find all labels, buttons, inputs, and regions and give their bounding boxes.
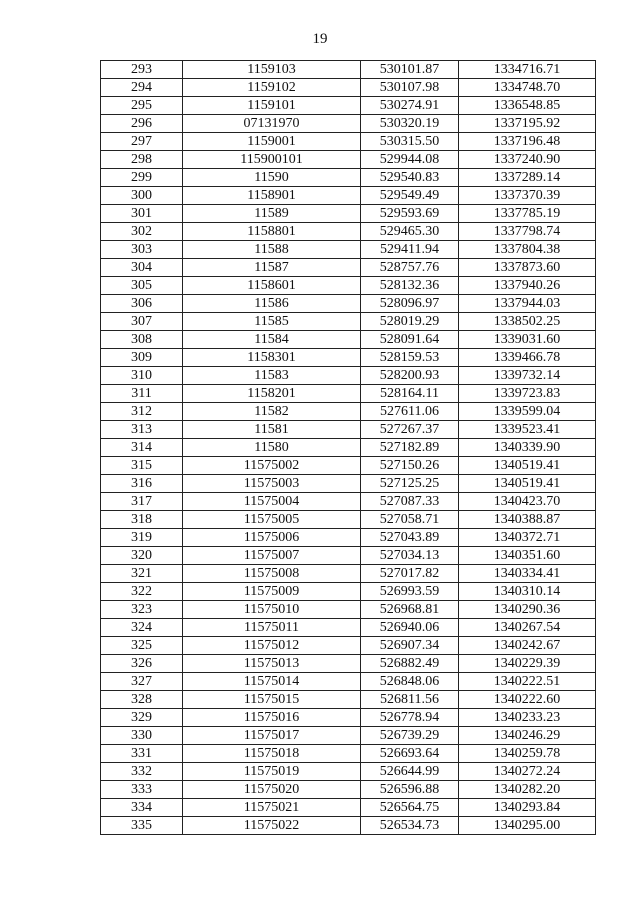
table-row [101, 169, 596, 187]
table-row [101, 691, 596, 709]
y-coordinate-cell: 1340295.00 [459, 817, 596, 835]
point-number-cell: 311 [101, 385, 183, 403]
point-id-cell: 11575012 [183, 637, 361, 655]
y-coordinate-cell: 1337798.74 [459, 223, 596, 241]
y-coordinate-cell: 1337940.26 [459, 277, 596, 295]
x-coordinate-cell: 526693.64 [361, 745, 459, 763]
point-number-cell: 299 [101, 169, 183, 187]
point-id-cell: 11581 [183, 421, 361, 439]
x-coordinate-cell: 527087.33 [361, 493, 459, 511]
y-coordinate-cell: 1340388.87 [459, 511, 596, 529]
point-number-cell: 296 [101, 115, 183, 133]
point-number-cell: 316 [101, 475, 183, 493]
y-coordinate-cell: 1340519.41 [459, 475, 596, 493]
y-coordinate-cell: 1339723.83 [459, 385, 596, 403]
table-row [101, 493, 596, 511]
table-row [101, 115, 596, 133]
point-number-cell: 326 [101, 655, 183, 673]
x-coordinate-cell: 526968.81 [361, 601, 459, 619]
point-number-cell: 293 [101, 61, 183, 79]
table-row [101, 475, 596, 493]
y-coordinate-cell: 1340272.24 [459, 763, 596, 781]
table-row [101, 313, 596, 331]
point-id-cell: 11583 [183, 367, 361, 385]
table-row [101, 403, 596, 421]
point-number-cell: 335 [101, 817, 183, 835]
point-id-cell: 11575016 [183, 709, 361, 727]
x-coordinate-cell: 527267.37 [361, 421, 459, 439]
y-coordinate-cell: 1339599.04 [459, 403, 596, 421]
point-id-cell: 11575007 [183, 547, 361, 565]
x-coordinate-cell: 527058.71 [361, 511, 459, 529]
y-coordinate-cell: 1340290.36 [459, 601, 596, 619]
x-coordinate-cell: 527182.89 [361, 439, 459, 457]
x-coordinate-cell: 527017.82 [361, 565, 459, 583]
point-id-cell: 11575004 [183, 493, 361, 511]
y-coordinate-cell: 1340293.84 [459, 799, 596, 817]
table-row [101, 187, 596, 205]
point-id-cell: 07131970 [183, 115, 361, 133]
y-coordinate-cell: 1340519.41 [459, 457, 596, 475]
x-coordinate-cell: 530320.19 [361, 115, 459, 133]
point-id-cell: 11575003 [183, 475, 361, 493]
x-coordinate-cell: 526534.73 [361, 817, 459, 835]
point-number-cell: 301 [101, 205, 183, 223]
y-coordinate-cell: 1339523.41 [459, 421, 596, 439]
x-coordinate-cell: 530107.98 [361, 79, 459, 97]
y-coordinate-cell: 1340246.29 [459, 727, 596, 745]
point-id-cell: 1158201 [183, 385, 361, 403]
table-row [101, 529, 596, 547]
table-row [101, 745, 596, 763]
point-id-cell: 11575015 [183, 691, 361, 709]
point-number-cell: 300 [101, 187, 183, 205]
table-row [101, 151, 596, 169]
x-coordinate-cell: 526739.29 [361, 727, 459, 745]
x-coordinate-cell: 529593.69 [361, 205, 459, 223]
table-row [101, 817, 596, 835]
y-coordinate-cell: 1337240.90 [459, 151, 596, 169]
table-row [101, 511, 596, 529]
point-id-cell: 11575021 [183, 799, 361, 817]
point-number-cell: 314 [101, 439, 183, 457]
x-coordinate-cell: 528200.93 [361, 367, 459, 385]
point-id-cell: 11575020 [183, 781, 361, 799]
y-coordinate-cell: 1339732.14 [459, 367, 596, 385]
x-coordinate-cell: 527043.89 [361, 529, 459, 547]
table-row [101, 583, 596, 601]
point-id-cell: 11588 [183, 241, 361, 259]
x-coordinate-cell: 527611.06 [361, 403, 459, 421]
point-number-cell: 330 [101, 727, 183, 745]
x-coordinate-cell: 528019.29 [361, 313, 459, 331]
table-row [101, 241, 596, 259]
point-id-cell: 11575006 [183, 529, 361, 547]
point-number-cell: 297 [101, 133, 183, 151]
y-coordinate-cell: 1337944.03 [459, 295, 596, 313]
y-coordinate-cell: 1337196.48 [459, 133, 596, 151]
point-id-cell: 1158301 [183, 349, 361, 367]
point-id-cell: 1159101 [183, 97, 361, 115]
table-row [101, 259, 596, 277]
point-id-cell: 11575014 [183, 673, 361, 691]
x-coordinate-cell: 526564.75 [361, 799, 459, 817]
point-number-cell: 319 [101, 529, 183, 547]
point-id-cell: 11586 [183, 295, 361, 313]
x-coordinate-cell: 526644.99 [361, 763, 459, 781]
y-coordinate-cell: 1337370.39 [459, 187, 596, 205]
y-coordinate-cell: 1337873.60 [459, 259, 596, 277]
y-coordinate-cell: 1340351.60 [459, 547, 596, 565]
x-coordinate-cell: 527034.13 [361, 547, 459, 565]
x-coordinate-cell: 526993.59 [361, 583, 459, 601]
point-id-cell: 11582 [183, 403, 361, 421]
x-coordinate-cell: 529944.08 [361, 151, 459, 169]
coordinates-table [100, 60, 596, 835]
table-row [101, 727, 596, 745]
point-number-cell: 318 [101, 511, 183, 529]
table-row [101, 547, 596, 565]
y-coordinate-cell: 1336548.85 [459, 97, 596, 115]
point-number-cell: 298 [101, 151, 183, 169]
y-coordinate-cell: 1339466.78 [459, 349, 596, 367]
table-row [101, 565, 596, 583]
x-coordinate-cell: 528159.53 [361, 349, 459, 367]
point-id-cell: 1158901 [183, 187, 361, 205]
y-coordinate-cell: 1337195.92 [459, 115, 596, 133]
x-coordinate-cell: 526811.56 [361, 691, 459, 709]
table-row [101, 295, 596, 313]
x-coordinate-cell: 527150.26 [361, 457, 459, 475]
point-number-cell: 331 [101, 745, 183, 763]
point-number-cell: 333 [101, 781, 183, 799]
y-coordinate-cell: 1340372.71 [459, 529, 596, 547]
point-id-cell: 11575013 [183, 655, 361, 673]
point-id-cell: 11575009 [183, 583, 361, 601]
point-number-cell: 305 [101, 277, 183, 295]
table-row [101, 223, 596, 241]
y-coordinate-cell: 1340334.41 [459, 565, 596, 583]
point-id-cell: 11575002 [183, 457, 361, 475]
point-number-cell: 306 [101, 295, 183, 313]
table-row [101, 619, 596, 637]
y-coordinate-cell: 1340222.51 [459, 673, 596, 691]
x-coordinate-cell: 528091.64 [361, 331, 459, 349]
point-number-cell: 294 [101, 79, 183, 97]
x-coordinate-cell: 528132.36 [361, 277, 459, 295]
point-number-cell: 315 [101, 457, 183, 475]
point-number-cell: 323 [101, 601, 183, 619]
x-coordinate-cell: 529411.94 [361, 241, 459, 259]
y-coordinate-cell: 1337785.19 [459, 205, 596, 223]
table-row [101, 673, 596, 691]
point-number-cell: 295 [101, 97, 183, 115]
table-row [101, 439, 596, 457]
x-coordinate-cell: 527125.25 [361, 475, 459, 493]
table-row [101, 457, 596, 475]
table-row [101, 277, 596, 295]
point-number-cell: 322 [101, 583, 183, 601]
table-row [101, 205, 596, 223]
x-coordinate-cell: 526778.94 [361, 709, 459, 727]
point-number-cell: 328 [101, 691, 183, 709]
y-coordinate-cell: 1334748.70 [459, 79, 596, 97]
y-coordinate-cell: 1340222.60 [459, 691, 596, 709]
x-coordinate-cell: 526940.06 [361, 619, 459, 637]
x-coordinate-cell: 528096.97 [361, 295, 459, 313]
table-row [101, 781, 596, 799]
x-coordinate-cell: 526848.06 [361, 673, 459, 691]
table-row [101, 799, 596, 817]
point-id-cell: 1158601 [183, 277, 361, 295]
point-number-cell: 308 [101, 331, 183, 349]
y-coordinate-cell: 1340310.14 [459, 583, 596, 601]
y-coordinate-cell: 1339031.60 [459, 331, 596, 349]
y-coordinate-cell: 1337804.38 [459, 241, 596, 259]
point-number-cell: 304 [101, 259, 183, 277]
point-id-cell: 1158801 [183, 223, 361, 241]
y-coordinate-cell: 1340229.39 [459, 655, 596, 673]
point-id-cell: 11587 [183, 259, 361, 277]
point-id-cell: 11575018 [183, 745, 361, 763]
table-row [101, 97, 596, 115]
y-coordinate-cell: 1337289.14 [459, 169, 596, 187]
point-id-cell: 1159103 [183, 61, 361, 79]
table-row [101, 133, 596, 151]
point-number-cell: 313 [101, 421, 183, 439]
point-number-cell: 310 [101, 367, 183, 385]
point-number-cell: 309 [101, 349, 183, 367]
table-row [101, 637, 596, 655]
x-coordinate-cell: 526907.34 [361, 637, 459, 655]
point-number-cell: 317 [101, 493, 183, 511]
table-row [101, 421, 596, 439]
point-number-cell: 303 [101, 241, 183, 259]
x-coordinate-cell: 526596.88 [361, 781, 459, 799]
point-number-cell: 312 [101, 403, 183, 421]
x-coordinate-cell: 526882.49 [361, 655, 459, 673]
point-id-cell: 11585 [183, 313, 361, 331]
point-id-cell: 11575005 [183, 511, 361, 529]
table-row [101, 763, 596, 781]
y-coordinate-cell: 1340259.78 [459, 745, 596, 763]
point-id-cell: 11589 [183, 205, 361, 223]
table-row [101, 367, 596, 385]
x-coordinate-cell: 530315.50 [361, 133, 459, 151]
y-coordinate-cell: 1340282.20 [459, 781, 596, 799]
point-id-cell: 11575017 [183, 727, 361, 745]
table-row [101, 331, 596, 349]
point-number-cell: 327 [101, 673, 183, 691]
point-id-cell: 11575011 [183, 619, 361, 637]
point-number-cell: 320 [101, 547, 183, 565]
point-number-cell: 329 [101, 709, 183, 727]
point-number-cell: 325 [101, 637, 183, 655]
y-coordinate-cell: 1334716.71 [459, 61, 596, 79]
point-id-cell: 1159001 [183, 133, 361, 151]
y-coordinate-cell: 1340267.54 [459, 619, 596, 637]
page-number: 19 [312, 31, 328, 47]
y-coordinate-cell: 1340242.67 [459, 637, 596, 655]
point-id-cell: 11575022 [183, 817, 361, 835]
table-row [101, 385, 596, 403]
x-coordinate-cell: 528757.76 [361, 259, 459, 277]
point-id-cell: 11575019 [183, 763, 361, 781]
table-row [101, 655, 596, 673]
x-coordinate-cell: 529540.83 [361, 169, 459, 187]
table-row [101, 61, 596, 79]
point-id-cell: 115900101 [183, 151, 361, 169]
table-row [101, 79, 596, 97]
point-id-cell: 11575010 [183, 601, 361, 619]
x-coordinate-cell: 528164.11 [361, 385, 459, 403]
x-coordinate-cell: 529465.30 [361, 223, 459, 241]
point-id-cell: 11590 [183, 169, 361, 187]
point-id-cell: 1159102 [183, 79, 361, 97]
point-id-cell: 11575008 [183, 565, 361, 583]
point-number-cell: 324 [101, 619, 183, 637]
point-number-cell: 321 [101, 565, 183, 583]
table-row [101, 601, 596, 619]
point-id-cell: 11580 [183, 439, 361, 457]
y-coordinate-cell: 1340423.70 [459, 493, 596, 511]
point-number-cell: 332 [101, 763, 183, 781]
table-body [101, 61, 596, 835]
point-id-cell: 11584 [183, 331, 361, 349]
x-coordinate-cell: 530101.87 [361, 61, 459, 79]
table-row [101, 349, 596, 367]
y-coordinate-cell: 1338502.25 [459, 313, 596, 331]
x-coordinate-cell: 530274.91 [361, 97, 459, 115]
point-number-cell: 307 [101, 313, 183, 331]
point-number-cell: 302 [101, 223, 183, 241]
table-row [101, 709, 596, 727]
y-coordinate-cell: 1340233.23 [459, 709, 596, 727]
x-coordinate-cell: 529549.49 [361, 187, 459, 205]
y-coordinate-cell: 1340339.90 [459, 439, 596, 457]
point-number-cell: 334 [101, 799, 183, 817]
